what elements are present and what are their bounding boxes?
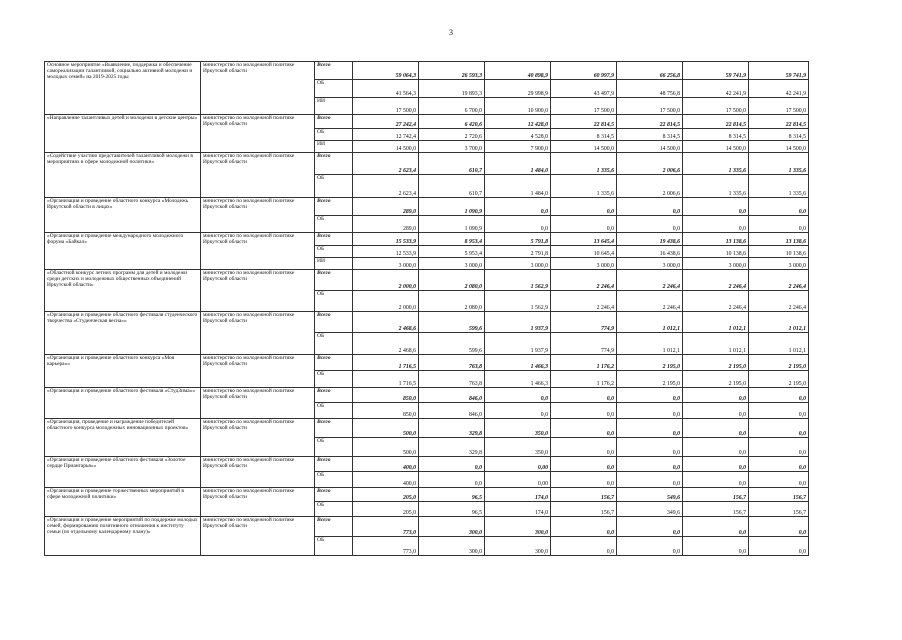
value-cell: 26 593,3 (419, 62, 485, 80)
value-cell: 0,0 (551, 215, 617, 233)
value-cell: 2 246,4 (749, 270, 809, 291)
value-cell: 774,9 (551, 312, 617, 333)
value-cell: 0,0 (551, 536, 617, 555)
measure-name: «Содействие участию представителей талантливой молодежи в мероприятиях в сфере молодежной политики» (45, 153, 201, 198)
value-cell: 6 700,0 (419, 97, 485, 115)
funding-source: Всего (315, 115, 353, 128)
value-cell: 3 000,0 (485, 257, 551, 269)
value-cell: 96,5 (419, 487, 485, 501)
value-cell: 2 195,0 (749, 371, 809, 388)
value-cell: 42 241,9 (749, 79, 809, 97)
value-cell: 0,0 (749, 387, 809, 403)
value-cell: 2 623,4 (353, 175, 419, 197)
value-cell: 12 533,9 (353, 245, 419, 257)
value-cell: 763,8 (419, 354, 485, 371)
value-cell: 0,0 (551, 456, 617, 472)
value-cell: 329,8 (419, 437, 485, 456)
value-cell: 349,6 (617, 502, 683, 516)
table-row-total (45, 115, 809, 128)
value-cell: 43 497,9 (551, 79, 617, 97)
value-cell: 0,0 (485, 387, 551, 403)
value-cell: 1 012,1 (683, 312, 749, 333)
value-cell: 0,0 (617, 215, 683, 233)
funding-source: ОБ (315, 79, 353, 97)
value-cell: 599,6 (419, 333, 485, 354)
value-cell: 2 246,4 (617, 270, 683, 291)
table-row-total (45, 62, 809, 80)
measure-name: «Организация и проведение мероприятий по поддержке молодых семей, формированию позитивного отношения к институту семьи (по отдельному календарному плану)» (45, 516, 201, 555)
funding-source: ОБ (315, 403, 353, 419)
value-cell: 763,8 (419, 371, 485, 388)
measure-name: «Организация и проведение торжественных мероприятий в сфере молодежной политики» (45, 487, 201, 516)
funding-source: ОБ (315, 291, 353, 312)
executor: министерство по молодежной политике Иркутской области (201, 516, 315, 555)
value-cell: 2 246,4 (551, 270, 617, 291)
funding-source: Всего (315, 516, 353, 536)
value-cell: 2 000,0 (353, 270, 419, 291)
table-row-total (45, 197, 809, 215)
funding-source: ИИ (315, 97, 353, 115)
value-cell: 1 562,9 (485, 270, 551, 291)
funding-source: ОБ (315, 502, 353, 516)
funding-source: Всего (315, 354, 353, 371)
measure-name: Основное мероприятие «Выявление, поддержка и обеспечение самореализации талантливой, социально активной молодежи и молодых семей» на 2019-2025 годы (45, 62, 201, 115)
funding-source: Всего (315, 312, 353, 333)
value-cell: 66 256,8 (617, 62, 683, 80)
value-cell: 12 742,4 (353, 128, 419, 140)
funding-source: ИИ (315, 140, 353, 152)
value-cell: 3 000,0 (617, 257, 683, 269)
value-cell: 2 195,0 (683, 354, 749, 371)
value-cell: 156,7 (749, 487, 809, 501)
value-cell: 1 090,9 (419, 197, 485, 215)
value-cell: 0,0 (749, 419, 809, 438)
value-cell: 1 335,6 (551, 175, 617, 197)
value-cell: 14 500,0 (551, 140, 617, 152)
value-cell: 17 500,0 (551, 97, 617, 115)
funding-source: ОБ (315, 472, 353, 488)
value-cell: 599,6 (419, 312, 485, 333)
value-cell: 205,0 (353, 502, 419, 516)
value-cell: 2 006,6 (617, 153, 683, 175)
value-cell: 2 195,0 (683, 371, 749, 388)
value-cell: 1 716,5 (353, 354, 419, 371)
measure-name: «Направление талантливых детей и молодежи в детские центры» (45, 115, 201, 153)
executor: министерство по молодежной политике Иркутской области (201, 312, 315, 354)
value-cell: 17 500,0 (617, 97, 683, 115)
value-cell: 0,0 (617, 419, 683, 438)
value-cell: 2 195,0 (749, 354, 809, 371)
value-cell: 0,0 (551, 403, 617, 419)
value-cell: 0,0 (617, 437, 683, 456)
executor: министерство по молодежной политике Иркутской области (201, 354, 315, 387)
executor: министерство по молодежной политике Иркутской области (201, 456, 315, 487)
executor: министерство по молодежной политике Иркутской области (201, 197, 315, 233)
table-row-total (45, 354, 809, 371)
value-cell: 1 090,9 (419, 215, 485, 233)
value-cell: 14 500,0 (617, 140, 683, 152)
value-cell: 2 195,0 (617, 354, 683, 371)
value-cell: 0,0 (683, 215, 749, 233)
funding-source: Всего (315, 487, 353, 501)
value-cell: 8 314,5 (749, 128, 809, 140)
value-cell: 0,0 (749, 215, 809, 233)
value-cell: 0,0 (749, 197, 809, 215)
table-row-total (45, 456, 809, 472)
value-cell: 42 241,9 (683, 79, 749, 97)
value-cell: 0,0 (485, 197, 551, 215)
value-cell: 174,0 (485, 487, 551, 501)
funding-source: Всего (315, 153, 353, 175)
value-cell: 5 791,8 (485, 233, 551, 245)
value-cell: 4 528,0 (485, 128, 551, 140)
value-cell: 156,7 (551, 502, 617, 516)
value-cell: 22 814,5 (551, 115, 617, 128)
executor: министерство по молодежной политике Иркутской области (201, 233, 315, 270)
value-cell: 1 562,9 (485, 291, 551, 312)
value-cell: 0,0 (551, 516, 617, 536)
value-cell: 0,0 (551, 472, 617, 488)
value-cell: 1 484,0 (485, 175, 551, 197)
value-cell: 59 741,9 (749, 62, 809, 80)
value-cell: 14 500,0 (353, 140, 419, 152)
value-cell: 0,0 (617, 536, 683, 555)
value-cell: 0,0 (683, 387, 749, 403)
value-cell: 29 998,9 (485, 79, 551, 97)
value-cell: 0,0 (683, 419, 749, 438)
value-cell: 0,0 (617, 516, 683, 536)
value-cell: 0,0 (749, 403, 809, 419)
value-cell: 17 500,0 (683, 97, 749, 115)
funding-source: ОБ (315, 175, 353, 197)
value-cell: 59 064,3 (353, 62, 419, 80)
value-cell: 22 814,5 (617, 115, 683, 128)
value-cell: 0,0 (551, 419, 617, 438)
value-cell: 22 814,5 (683, 115, 749, 128)
table-row-total (45, 419, 809, 438)
value-cell: 0,0 (749, 456, 809, 472)
value-cell: 15 533,9 (353, 233, 419, 245)
value-cell: 1 335,6 (749, 153, 809, 175)
value-cell: 1 335,6 (551, 153, 617, 175)
funding-source: ОБ (315, 536, 353, 555)
value-cell: 2 246,4 (749, 291, 809, 312)
value-cell: 41 564,3 (353, 79, 419, 97)
value-cell: 1 176,2 (551, 371, 617, 388)
funding-source: Всего (315, 197, 353, 215)
value-cell: 8 314,5 (617, 128, 683, 140)
value-cell: 300,0 (419, 516, 485, 536)
value-cell: 2 791,8 (485, 245, 551, 257)
value-cell: 0,0 (749, 437, 809, 456)
value-cell: 10 645,4 (551, 245, 617, 257)
value-cell: 400,0 (353, 456, 419, 472)
value-cell: 0,0 (551, 197, 617, 215)
value-cell: 1 012,1 (617, 312, 683, 333)
value-cell: 1 335,6 (683, 153, 749, 175)
value-cell: 19 893,3 (419, 79, 485, 97)
funding-source: ОБ (315, 371, 353, 388)
funding-source: Всего (315, 387, 353, 403)
measure-name: «Организация и проведение областного фестиваля «СтудЗима»» (45, 387, 201, 418)
value-cell: 17 500,0 (353, 97, 419, 115)
measure-name: «Областной конкурс летних программ для детей и молодежи среди детских и молодежных общественных объединений Иркутской области» (45, 270, 201, 312)
value-cell: 1 335,6 (749, 175, 809, 197)
table-row-total (45, 516, 809, 536)
value-cell: 0,0 (551, 437, 617, 456)
measure-name: «Организация, проведение и награждение победителей областного конкурса молодежных инновационных проектов» (45, 419, 201, 457)
value-cell: 0,0 (683, 403, 749, 419)
measure-name: «Организация и проведение областного конкурса «Моя карьера»» (45, 354, 201, 387)
funding-source: Всего (315, 62, 353, 80)
measure-name: «Организация и проведение областного фестиваля студенческого творчества «Студенческая весна»» (45, 312, 201, 354)
value-cell: 48 756,8 (617, 79, 683, 97)
value-cell: 96,5 (419, 502, 485, 516)
table-row-total (45, 387, 809, 403)
value-cell: 10 138,6 (749, 245, 809, 257)
value-cell: 13 138,6 (749, 233, 809, 245)
value-cell: 156,7 (551, 487, 617, 501)
value-cell: 329,8 (419, 419, 485, 438)
executor: министерство по молодежной политике Иркутской области (201, 487, 315, 516)
measure-name: «Организация и проведение областного конкурса «Молодежь Иркутской области в лицах» (45, 197, 201, 233)
value-cell: 6 420,6 (419, 115, 485, 128)
executor: министерство по молодежной политике Иркутской области (201, 153, 315, 198)
value-cell: 156,7 (683, 487, 749, 501)
value-cell: 350,0 (485, 437, 551, 456)
funding-source: ОБ (315, 333, 353, 354)
value-cell: 1 012,1 (749, 333, 809, 354)
value-cell: 2 006,6 (617, 175, 683, 197)
value-cell: 2 246,4 (551, 291, 617, 312)
value-cell: 850,0 (353, 403, 419, 419)
measure-name: «Организация и проведение международного молодежного форума «Байкал» (45, 233, 201, 270)
value-cell: 5 953,4 (419, 245, 485, 257)
value-cell: 0,0 (683, 516, 749, 536)
value-cell: 60 997,9 (551, 62, 617, 80)
funding-source: Всего (315, 270, 353, 291)
value-cell: 40 898,9 (485, 62, 551, 80)
value-cell: 13 645,4 (551, 233, 617, 245)
value-cell: 0,0 (683, 197, 749, 215)
value-cell: 0,0 (419, 472, 485, 488)
value-cell: 1 466,3 (485, 371, 551, 388)
budget-table (44, 61, 809, 556)
value-cell: 1 012,1 (683, 333, 749, 354)
value-cell: 0,0 (617, 472, 683, 488)
value-cell: 2 080,0 (419, 270, 485, 291)
value-cell: 774,9 (551, 333, 617, 354)
value-cell: 0,00 (485, 472, 551, 488)
value-cell: 1 466,3 (485, 354, 551, 371)
table-row-total (45, 487, 809, 501)
value-cell: 0,0 (485, 215, 551, 233)
value-cell: 1 716,5 (353, 371, 419, 388)
funding-source: Всего (315, 233, 353, 245)
funding-source: Всего (315, 419, 353, 438)
value-cell: 14 500,0 (749, 140, 809, 152)
value-cell: 1 335,6 (683, 175, 749, 197)
value-cell: 0,0 (683, 536, 749, 555)
value-cell: 400,0 (353, 472, 419, 488)
value-cell: 3 700,0 (419, 140, 485, 152)
table-row-total (45, 153, 809, 175)
value-cell: 846,0 (419, 403, 485, 419)
table-row-total (45, 312, 809, 333)
value-cell: 3 000,0 (551, 257, 617, 269)
value-cell: 2 623,4 (353, 153, 419, 175)
funding-source: ОБ (315, 437, 353, 456)
value-cell: 0,0 (617, 456, 683, 472)
value-cell: 0,0 (749, 516, 809, 536)
value-cell: 0,00 (485, 456, 551, 472)
value-cell: 1 937,9 (485, 333, 551, 354)
value-cell: 10 900,0 (485, 97, 551, 115)
value-cell: 1 012,1 (617, 333, 683, 354)
value-cell: 300,0 (485, 536, 551, 555)
value-cell: 350,0 (485, 419, 551, 438)
value-cell: 1 012,1 (749, 312, 809, 333)
executor: министерство по молодежной политике Иркутской области (201, 419, 315, 457)
executor: министерство по молодежной политике Иркутской области (201, 115, 315, 153)
value-cell: 300,0 (419, 536, 485, 555)
value-cell: 846,0 (419, 387, 485, 403)
value-cell: 14 500,0 (683, 140, 749, 152)
funding-source: Всего (315, 456, 353, 472)
value-cell: 10 138,6 (683, 245, 749, 257)
value-cell: 8 953,4 (419, 233, 485, 245)
measure-name: «Организация и проведение областного фестиваля «Золотое сердце Приангарья»» (45, 456, 201, 487)
executor: министерство по молодежной политике Иркутской области (201, 387, 315, 418)
value-cell: 289,0 (353, 197, 419, 215)
value-cell: 773,0 (353, 516, 419, 536)
value-cell: 0,0 (617, 403, 683, 419)
value-cell: 0,0 (749, 472, 809, 488)
value-cell: 0,0 (617, 387, 683, 403)
value-cell: 3 000,0 (353, 257, 419, 269)
value-cell: 19 438,6 (617, 233, 683, 245)
value-cell: 0,0 (551, 387, 617, 403)
value-cell: 205,0 (353, 487, 419, 501)
funding-source: ИИ (315, 257, 353, 269)
executor: министерство по молодежной политике Иркутской области (201, 62, 315, 115)
funding-source: ОБ (315, 245, 353, 257)
value-cell: 8 314,5 (551, 128, 617, 140)
value-cell: 13 138,6 (683, 233, 749, 245)
value-cell: 2 720,6 (419, 128, 485, 140)
value-cell: 174,0 (485, 502, 551, 516)
value-cell: 3 000,0 (419, 257, 485, 269)
value-cell: 773,0 (353, 536, 419, 555)
value-cell: 0,0 (485, 403, 551, 419)
executor: министерство по молодежной политике Иркутской области (201, 270, 315, 312)
value-cell: 0,0 (617, 197, 683, 215)
table-body (45, 62, 809, 556)
value-cell: 16 438,6 (617, 245, 683, 257)
value-cell: 1 484,0 (485, 153, 551, 175)
value-cell: 22 814,5 (749, 115, 809, 128)
value-cell: 156,7 (749, 502, 809, 516)
value-cell: 2 246,4 (683, 291, 749, 312)
value-cell: 0,0 (683, 472, 749, 488)
value-cell: 2 468,6 (353, 333, 419, 354)
value-cell: 27 242,4 (353, 115, 419, 128)
value-cell: 156,7 (683, 502, 749, 516)
value-cell: 12 428,0 (485, 115, 551, 128)
value-cell: 8 314,5 (683, 128, 749, 140)
table-row-total (45, 233, 809, 245)
value-cell: 0,0 (683, 437, 749, 456)
value-cell: 2 246,4 (683, 270, 749, 291)
value-cell: 850,0 (353, 387, 419, 403)
value-cell: 0,0 (749, 536, 809, 555)
value-cell: 0,0 (419, 456, 485, 472)
value-cell: 1 176,2 (551, 354, 617, 371)
value-cell: 2 246,4 (617, 291, 683, 312)
table-row-total (45, 270, 809, 291)
value-cell: 500,0 (353, 437, 419, 456)
value-cell: 300,0 (485, 516, 551, 536)
funding-source: ОБ (315, 215, 353, 233)
value-cell: 0,0 (683, 456, 749, 472)
value-cell: 549,6 (617, 487, 683, 501)
value-cell: 2 000,0 (353, 291, 419, 312)
funding-source: ОБ (315, 128, 353, 140)
value-cell: 2 195,0 (617, 371, 683, 388)
value-cell: 610,7 (419, 153, 485, 175)
value-cell: 289,0 (353, 215, 419, 233)
value-cell: 2 080,0 (419, 291, 485, 312)
page-number: 3 (449, 28, 453, 37)
value-cell: 7 900,0 (485, 140, 551, 152)
value-cell: 17 500,0 (749, 97, 809, 115)
value-cell: 610,7 (419, 175, 485, 197)
value-cell: 1 937,9 (485, 312, 551, 333)
value-cell: 500,0 (353, 419, 419, 438)
value-cell: 59 741,9 (683, 62, 749, 80)
value-cell: 3 000,0 (749, 257, 809, 269)
value-cell: 2 468,6 (353, 312, 419, 333)
value-cell: 3 000,0 (683, 257, 749, 269)
